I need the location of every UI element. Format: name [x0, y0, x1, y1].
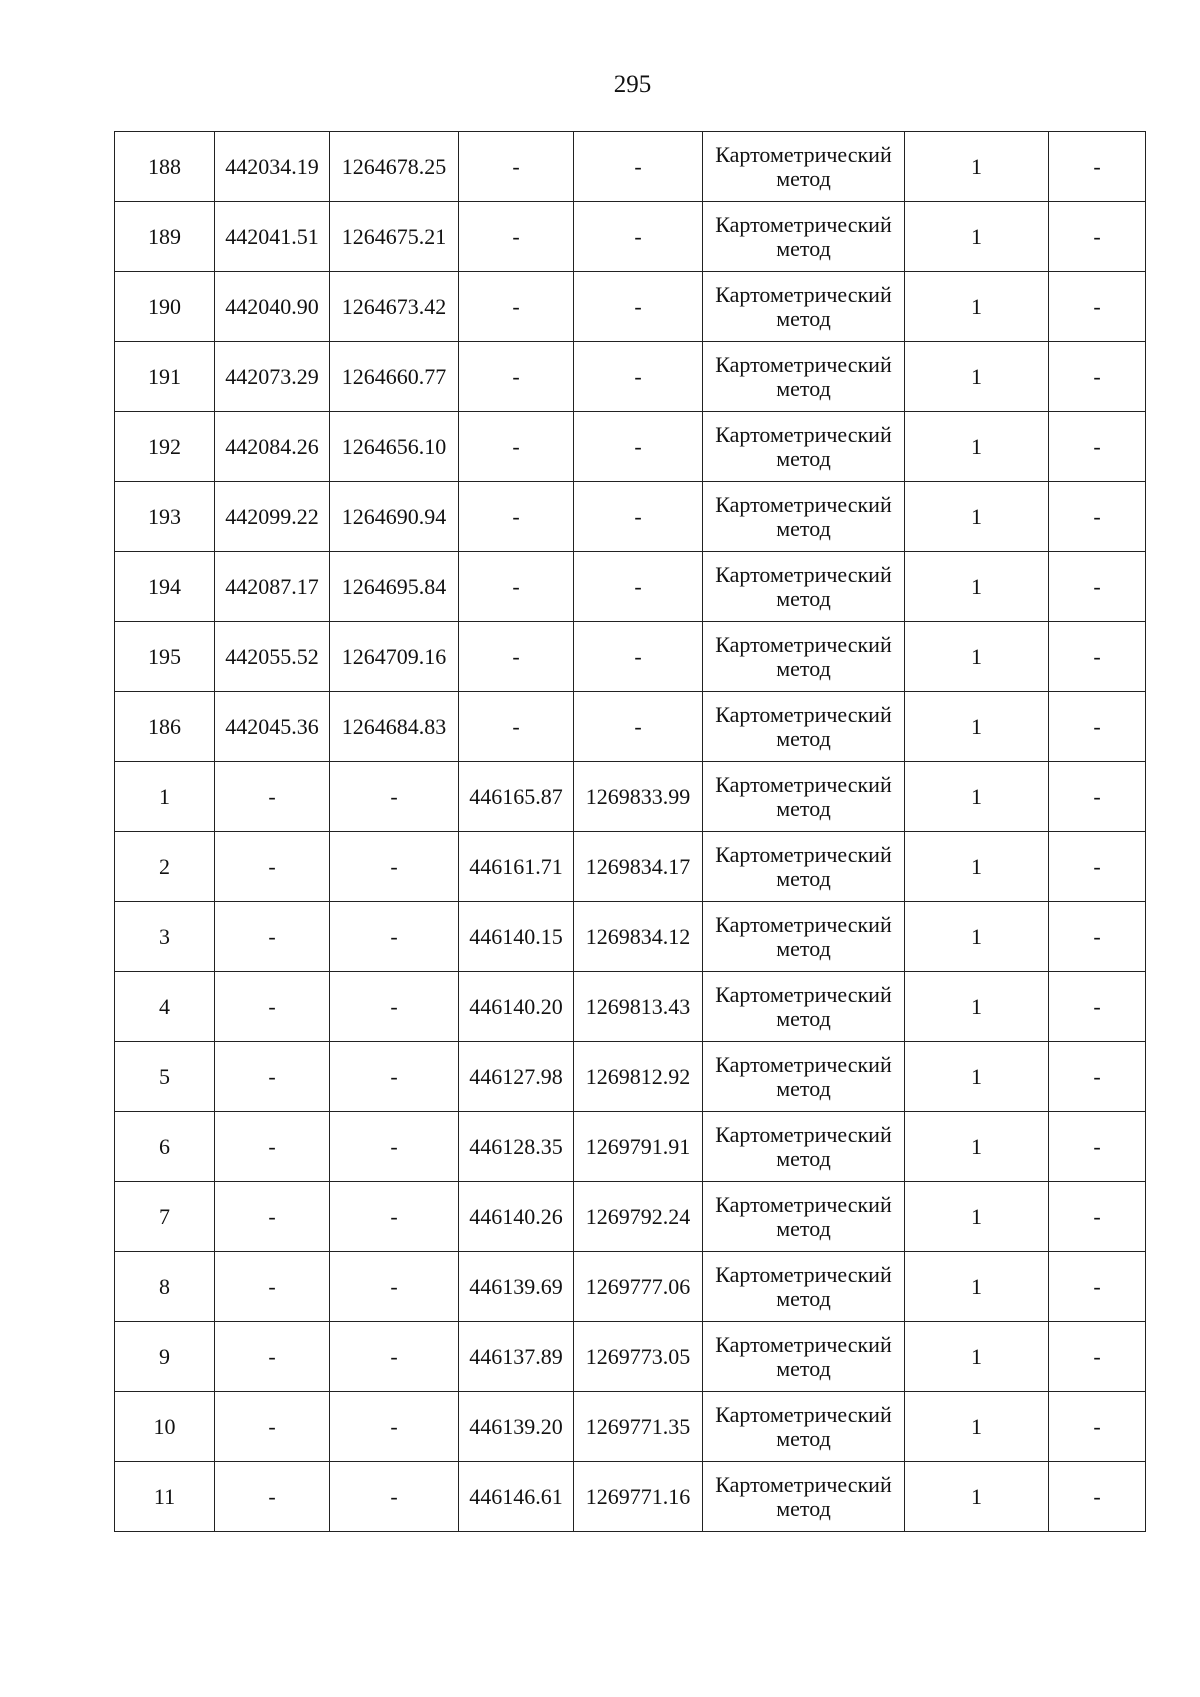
accuracy-cell: 1: [905, 1182, 1049, 1252]
point-number-cell: 5: [115, 1042, 215, 1112]
point-number-cell: 1: [115, 762, 215, 832]
method-line-1: Картометрический: [715, 351, 892, 377]
accuracy-cell: 1: [905, 132, 1049, 202]
accuracy-cell: 1: [905, 272, 1049, 342]
y-coordinate-cell: -: [330, 1042, 459, 1112]
y-coordinate-cell: 1264656.10: [330, 412, 459, 482]
x-coordinate-cell: -: [215, 902, 330, 972]
new-y-coordinate-cell: -: [574, 412, 703, 482]
table-row: [115, 552, 1146, 622]
table-row: [115, 1042, 1146, 1112]
new-y-coordinate-cell: 1269813.43: [574, 972, 703, 1042]
table-row: [115, 1112, 1146, 1182]
table-row: [115, 272, 1146, 342]
new-x-coordinate-cell: -: [459, 552, 574, 622]
accuracy-cell: 1: [905, 692, 1049, 762]
y-coordinate-cell: 1264684.83: [330, 692, 459, 762]
accuracy-cell: 1: [905, 342, 1049, 412]
y-coordinate-cell: 1264709.16: [330, 622, 459, 692]
method-line-1: Картометрический: [715, 1051, 892, 1077]
y-coordinate-cell: -: [330, 972, 459, 1042]
table-row: [115, 832, 1146, 902]
method-line-1: Картометрический: [715, 981, 892, 1007]
x-coordinate-cell: 442040.90: [215, 272, 330, 342]
note-cell: -: [1049, 622, 1146, 692]
x-coordinate-cell: -: [215, 1462, 330, 1532]
new-x-coordinate-cell: -: [459, 412, 574, 482]
note-cell: -: [1049, 1182, 1146, 1252]
method-cell: [703, 272, 905, 342]
y-coordinate-cell: 1264673.42: [330, 272, 459, 342]
method-line-2: метод: [776, 655, 831, 681]
method-cell: [703, 1112, 905, 1182]
method-line-2: метод: [776, 235, 831, 261]
table-row: [115, 1392, 1146, 1462]
accuracy-cell: 1: [905, 412, 1049, 482]
coordinates-table: [114, 131, 1146, 1532]
note-cell: -: [1049, 972, 1146, 1042]
y-coordinate-cell: 1264690.94: [330, 482, 459, 552]
point-number-cell: 4: [115, 972, 215, 1042]
method-line-2: метод: [776, 305, 831, 331]
method-line-1: Картометрический: [715, 771, 892, 797]
accuracy-cell: 1: [905, 1252, 1049, 1322]
accuracy-cell: 1: [905, 1322, 1049, 1392]
method-line-2: метод: [776, 515, 831, 541]
table-row: [115, 1252, 1146, 1322]
new-x-coordinate-cell: -: [459, 132, 574, 202]
accuracy-cell: 1: [905, 832, 1049, 902]
accuracy-cell: 1: [905, 1392, 1049, 1462]
method-line-1: Картометрический: [715, 1471, 892, 1497]
new-y-coordinate-cell: -: [574, 272, 703, 342]
y-coordinate-cell: -: [330, 902, 459, 972]
method-cell: [703, 622, 905, 692]
point-number-cell: 192: [115, 412, 215, 482]
page-number: 295: [613, 71, 652, 98]
x-coordinate-cell: 442041.51: [215, 202, 330, 272]
point-number-cell: 193: [115, 482, 215, 552]
method-line-2: метод: [776, 585, 831, 611]
note-cell: -: [1049, 342, 1146, 412]
method-line-1: Картометрический: [715, 421, 892, 447]
new-y-coordinate-cell: -: [574, 692, 703, 762]
note-cell: -: [1049, 412, 1146, 482]
point-number-cell: 186: [115, 692, 215, 762]
method-line-2: метод: [776, 1075, 831, 1101]
method-line-2: метод: [776, 1355, 831, 1381]
table-row: [115, 342, 1146, 412]
new-y-coordinate-cell: -: [574, 202, 703, 272]
new-x-coordinate-cell: 446161.71: [459, 832, 574, 902]
note-cell: -: [1049, 762, 1146, 832]
point-number-cell: 195: [115, 622, 215, 692]
note-cell: -: [1049, 1042, 1146, 1112]
table-row: [115, 482, 1146, 552]
new-y-coordinate-cell: -: [574, 482, 703, 552]
note-cell: -: [1049, 482, 1146, 552]
note-cell: -: [1049, 692, 1146, 762]
x-coordinate-cell: 442084.26: [215, 412, 330, 482]
table-row: [115, 622, 1146, 692]
method-line-1: Картометрический: [715, 561, 892, 587]
x-coordinate-cell: -: [215, 1322, 330, 1392]
method-line-1: Картометрический: [715, 911, 892, 937]
note-cell: -: [1049, 552, 1146, 622]
note-cell: -: [1049, 202, 1146, 272]
new-x-coordinate-cell: 446139.69: [459, 1252, 574, 1322]
y-coordinate-cell: -: [330, 832, 459, 902]
accuracy-cell: 1: [905, 1112, 1049, 1182]
x-coordinate-cell: -: [215, 1182, 330, 1252]
y-coordinate-cell: -: [330, 1392, 459, 1462]
x-coordinate-cell: -: [215, 972, 330, 1042]
method-cell: [703, 342, 905, 412]
method-line-2: метод: [776, 375, 831, 401]
accuracy-cell: 1: [905, 762, 1049, 832]
y-coordinate-cell: -: [330, 762, 459, 832]
method-cell: [703, 552, 905, 622]
new-x-coordinate-cell: 446140.15: [459, 902, 574, 972]
method-line-2: метод: [776, 935, 831, 961]
note-cell: -: [1049, 1392, 1146, 1462]
new-y-coordinate-cell: 1269834.12: [574, 902, 703, 972]
y-coordinate-cell: -: [330, 1182, 459, 1252]
new-x-coordinate-cell: -: [459, 342, 574, 412]
note-cell: -: [1049, 1112, 1146, 1182]
y-coordinate-cell: 1264660.77: [330, 342, 459, 412]
method-line-2: метод: [776, 725, 831, 751]
y-coordinate-cell: -: [330, 1462, 459, 1532]
method-cell: [703, 692, 905, 762]
method-line-1: Картометрический: [715, 1121, 892, 1147]
point-number-cell: 189: [115, 202, 215, 272]
method-cell: [703, 972, 905, 1042]
method-cell: [703, 1182, 905, 1252]
table-row: [115, 202, 1146, 272]
x-coordinate-cell: -: [215, 1392, 330, 1462]
point-number-cell: 10: [115, 1392, 215, 1462]
method-line-1: Картометрический: [715, 141, 892, 167]
note-cell: -: [1049, 1252, 1146, 1322]
point-number-cell: 11: [115, 1462, 215, 1532]
note-cell: -: [1049, 832, 1146, 902]
new-y-coordinate-cell: -: [574, 552, 703, 622]
x-coordinate-cell: 442073.29: [215, 342, 330, 412]
method-line-1: Картометрический: [715, 1331, 892, 1357]
new-y-coordinate-cell: 1269771.16: [574, 1462, 703, 1532]
method-line-2: метод: [776, 795, 831, 821]
x-coordinate-cell: -: [215, 1252, 330, 1322]
method-cell: [703, 762, 905, 832]
table-row: [115, 1462, 1146, 1532]
new-y-coordinate-cell: 1269791.91: [574, 1112, 703, 1182]
method-cell: [703, 1462, 905, 1532]
y-coordinate-cell: -: [330, 1112, 459, 1182]
accuracy-cell: 1: [905, 902, 1049, 972]
method-cell: [703, 1392, 905, 1462]
new-x-coordinate-cell: 446137.89: [459, 1322, 574, 1392]
new-x-coordinate-cell: -: [459, 202, 574, 272]
new-y-coordinate-cell: -: [574, 132, 703, 202]
new-x-coordinate-cell: 446139.20: [459, 1392, 574, 1462]
x-coordinate-cell: 442087.17: [215, 552, 330, 622]
note-cell: -: [1049, 1322, 1146, 1392]
method-cell: [703, 832, 905, 902]
y-coordinate-cell: 1264675.21: [330, 202, 459, 272]
method-line-2: метод: [776, 1285, 831, 1311]
accuracy-cell: 1: [905, 972, 1049, 1042]
y-coordinate-cell: 1264678.25: [330, 132, 459, 202]
note-cell: -: [1049, 902, 1146, 972]
point-number-cell: 191: [115, 342, 215, 412]
point-number-cell: 190: [115, 272, 215, 342]
table-row: [115, 412, 1146, 482]
x-coordinate-cell: 442055.52: [215, 622, 330, 692]
new-x-coordinate-cell: -: [459, 692, 574, 762]
x-coordinate-cell: -: [215, 1112, 330, 1182]
point-number-cell: 194: [115, 552, 215, 622]
table-row: [115, 692, 1146, 762]
table-row: [115, 902, 1146, 972]
table-row: [115, 762, 1146, 832]
new-x-coordinate-cell: 446140.20: [459, 972, 574, 1042]
method-cell: [703, 1042, 905, 1112]
new-y-coordinate-cell: 1269773.05: [574, 1322, 703, 1392]
point-number-cell: 2: [115, 832, 215, 902]
note-cell: -: [1049, 272, 1146, 342]
accuracy-cell: 1: [905, 1042, 1049, 1112]
new-x-coordinate-cell: 446128.35: [459, 1112, 574, 1182]
method-line-1: Картометрический: [715, 281, 892, 307]
point-number-cell: 9: [115, 1322, 215, 1392]
method-line-2: метод: [776, 1145, 831, 1171]
new-y-coordinate-cell: 1269812.92: [574, 1042, 703, 1112]
accuracy-cell: 1: [905, 482, 1049, 552]
x-coordinate-cell: 442045.36: [215, 692, 330, 762]
accuracy-cell: 1: [905, 1462, 1049, 1532]
method-line-2: метод: [776, 1215, 831, 1241]
method-line-1: Картометрический: [715, 1261, 892, 1287]
method-line-2: метод: [776, 1495, 831, 1521]
table-body: [115, 132, 1146, 1532]
method-cell: [703, 202, 905, 272]
table-row: [115, 1322, 1146, 1392]
accuracy-cell: 1: [905, 202, 1049, 272]
method-line-1: Картометрический: [715, 841, 892, 867]
point-number-cell: 6: [115, 1112, 215, 1182]
method-cell: [703, 1252, 905, 1322]
method-line-1: Картометрический: [715, 631, 892, 657]
note-cell: -: [1049, 1462, 1146, 1532]
x-coordinate-cell: -: [215, 762, 330, 832]
method-line-1: Картометрический: [715, 1191, 892, 1217]
method-line-1: Картометрический: [715, 211, 892, 237]
method-line-2: метод: [776, 445, 831, 471]
new-y-coordinate-cell: 1269833.99: [574, 762, 703, 832]
method-cell: [703, 412, 905, 482]
new-y-coordinate-cell: -: [574, 622, 703, 692]
new-x-coordinate-cell: 446146.61: [459, 1462, 574, 1532]
point-number-cell: 8: [115, 1252, 215, 1322]
accuracy-cell: 1: [905, 552, 1049, 622]
y-coordinate-cell: -: [330, 1322, 459, 1392]
new-y-coordinate-cell: 1269771.35: [574, 1392, 703, 1462]
x-coordinate-cell: 442099.22: [215, 482, 330, 552]
method-line-1: Картометрический: [715, 1401, 892, 1427]
point-number-cell: 3: [115, 902, 215, 972]
note-cell: -: [1049, 132, 1146, 202]
table-row: [115, 972, 1146, 1042]
method-cell: [703, 132, 905, 202]
new-x-coordinate-cell: 446165.87: [459, 762, 574, 832]
method-cell: [703, 902, 905, 972]
new-y-coordinate-cell: 1269792.24: [574, 1182, 703, 1252]
method-line-1: Картометрический: [715, 701, 892, 727]
point-number-cell: 7: [115, 1182, 215, 1252]
new-y-coordinate-cell: -: [574, 342, 703, 412]
new-x-coordinate-cell: -: [459, 622, 574, 692]
method-line-1: Картометрический: [715, 491, 892, 517]
new-y-coordinate-cell: 1269834.17: [574, 832, 703, 902]
x-coordinate-cell: -: [215, 832, 330, 902]
method-line-2: метод: [776, 1425, 831, 1451]
method-line-2: метод: [776, 1005, 831, 1031]
table-row: [115, 132, 1146, 202]
method-cell: [703, 482, 905, 552]
method-line-2: метод: [776, 865, 831, 891]
x-coordinate-cell: 442034.19: [215, 132, 330, 202]
new-y-coordinate-cell: 1269777.06: [574, 1252, 703, 1322]
new-x-coordinate-cell: 446127.98: [459, 1042, 574, 1112]
x-coordinate-cell: -: [215, 1042, 330, 1112]
y-coordinate-cell: 1264695.84: [330, 552, 459, 622]
new-x-coordinate-cell: -: [459, 482, 574, 552]
accuracy-cell: 1: [905, 622, 1049, 692]
method-cell: [703, 1322, 905, 1392]
table-row: [115, 1182, 1146, 1252]
new-x-coordinate-cell: 446140.26: [459, 1182, 574, 1252]
point-number-cell: 188: [115, 132, 215, 202]
method-line-2: метод: [776, 165, 831, 191]
y-coordinate-cell: -: [330, 1252, 459, 1322]
new-x-coordinate-cell: -: [459, 272, 574, 342]
